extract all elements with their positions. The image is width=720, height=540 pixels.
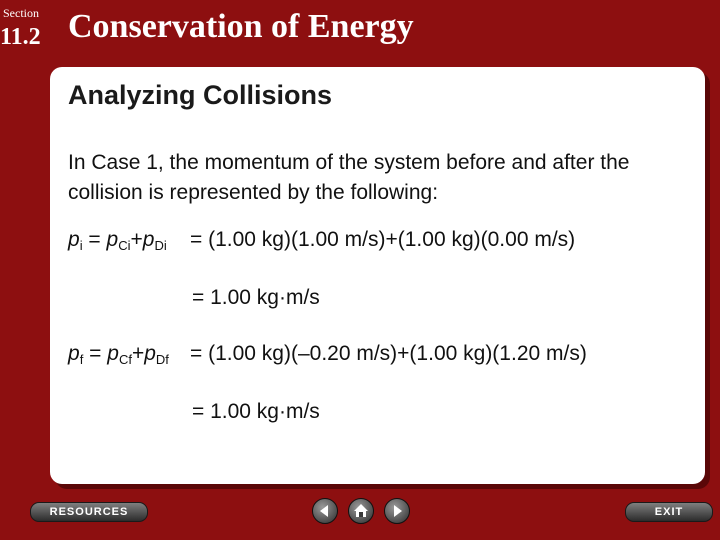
- section-tab: [0, 0, 50, 56]
- resources-button[interactable]: RESOURCES: [30, 502, 148, 522]
- home-button[interactable]: [348, 498, 374, 524]
- final-momentum-result: = 1.00 kg·m/s: [192, 400, 320, 423]
- plus-sign: +: [130, 228, 143, 251]
- equals-sign: =: [82, 228, 107, 251]
- subscript-f: f: [79, 352, 84, 367]
- initial-momentum-lhs: [68, 228, 190, 252]
- home-icon: [349, 499, 373, 523]
- intro-text: In Case 1, the momentum of the system before and after the collision is represented by the following:: [68, 151, 630, 204]
- symbol-p-d: p: [142, 228, 155, 251]
- previous-slide-button[interactable]: [312, 498, 338, 524]
- symbol-p-d: p: [144, 342, 156, 365]
- initial-momentum-rhs: = (1.00 kg)(1.00 m/s)+(1.00 kg)(0.00 m/s): [190, 228, 576, 251]
- section-number: 11.2: [0, 24, 41, 50]
- arrow-right-icon: [385, 499, 409, 523]
- final-momentum-lhs: [68, 342, 190, 366]
- final-momentum-equation: [68, 342, 587, 366]
- symbol-p: p: [68, 342, 80, 365]
- section-label: Section: [3, 6, 39, 20]
- subscript-df: Df: [155, 352, 169, 367]
- subscript-cf: Cf: [118, 352, 132, 367]
- subscript-i: i: [79, 238, 83, 253]
- arrow-left-icon: [313, 499, 337, 523]
- plus-sign: +: [131, 342, 145, 365]
- symbol-p: p: [68, 228, 80, 251]
- subscript-di: Di: [154, 238, 167, 253]
- final-momentum-rhs: = (1.00 kg)(–0.20 m/s)+(1.00 kg)(1.20 m/s): [190, 342, 587, 365]
- equals-sign: =: [83, 342, 108, 365]
- content-panel: [50, 67, 705, 484]
- initial-momentum-equation: [68, 228, 575, 252]
- slide-title: Analyzing Collisions: [68, 80, 333, 110]
- exit-button[interactable]: EXIT: [625, 502, 713, 522]
- initial-momentum-result: = 1.00 kg·m/s: [192, 286, 320, 309]
- next-slide-button[interactable]: [384, 498, 410, 524]
- symbol-p-c: p: [106, 228, 119, 251]
- chapter-title: Conservation of Energy: [68, 8, 414, 45]
- symbol-p-c: p: [107, 342, 119, 365]
- subscript-ci: Ci: [118, 238, 131, 253]
